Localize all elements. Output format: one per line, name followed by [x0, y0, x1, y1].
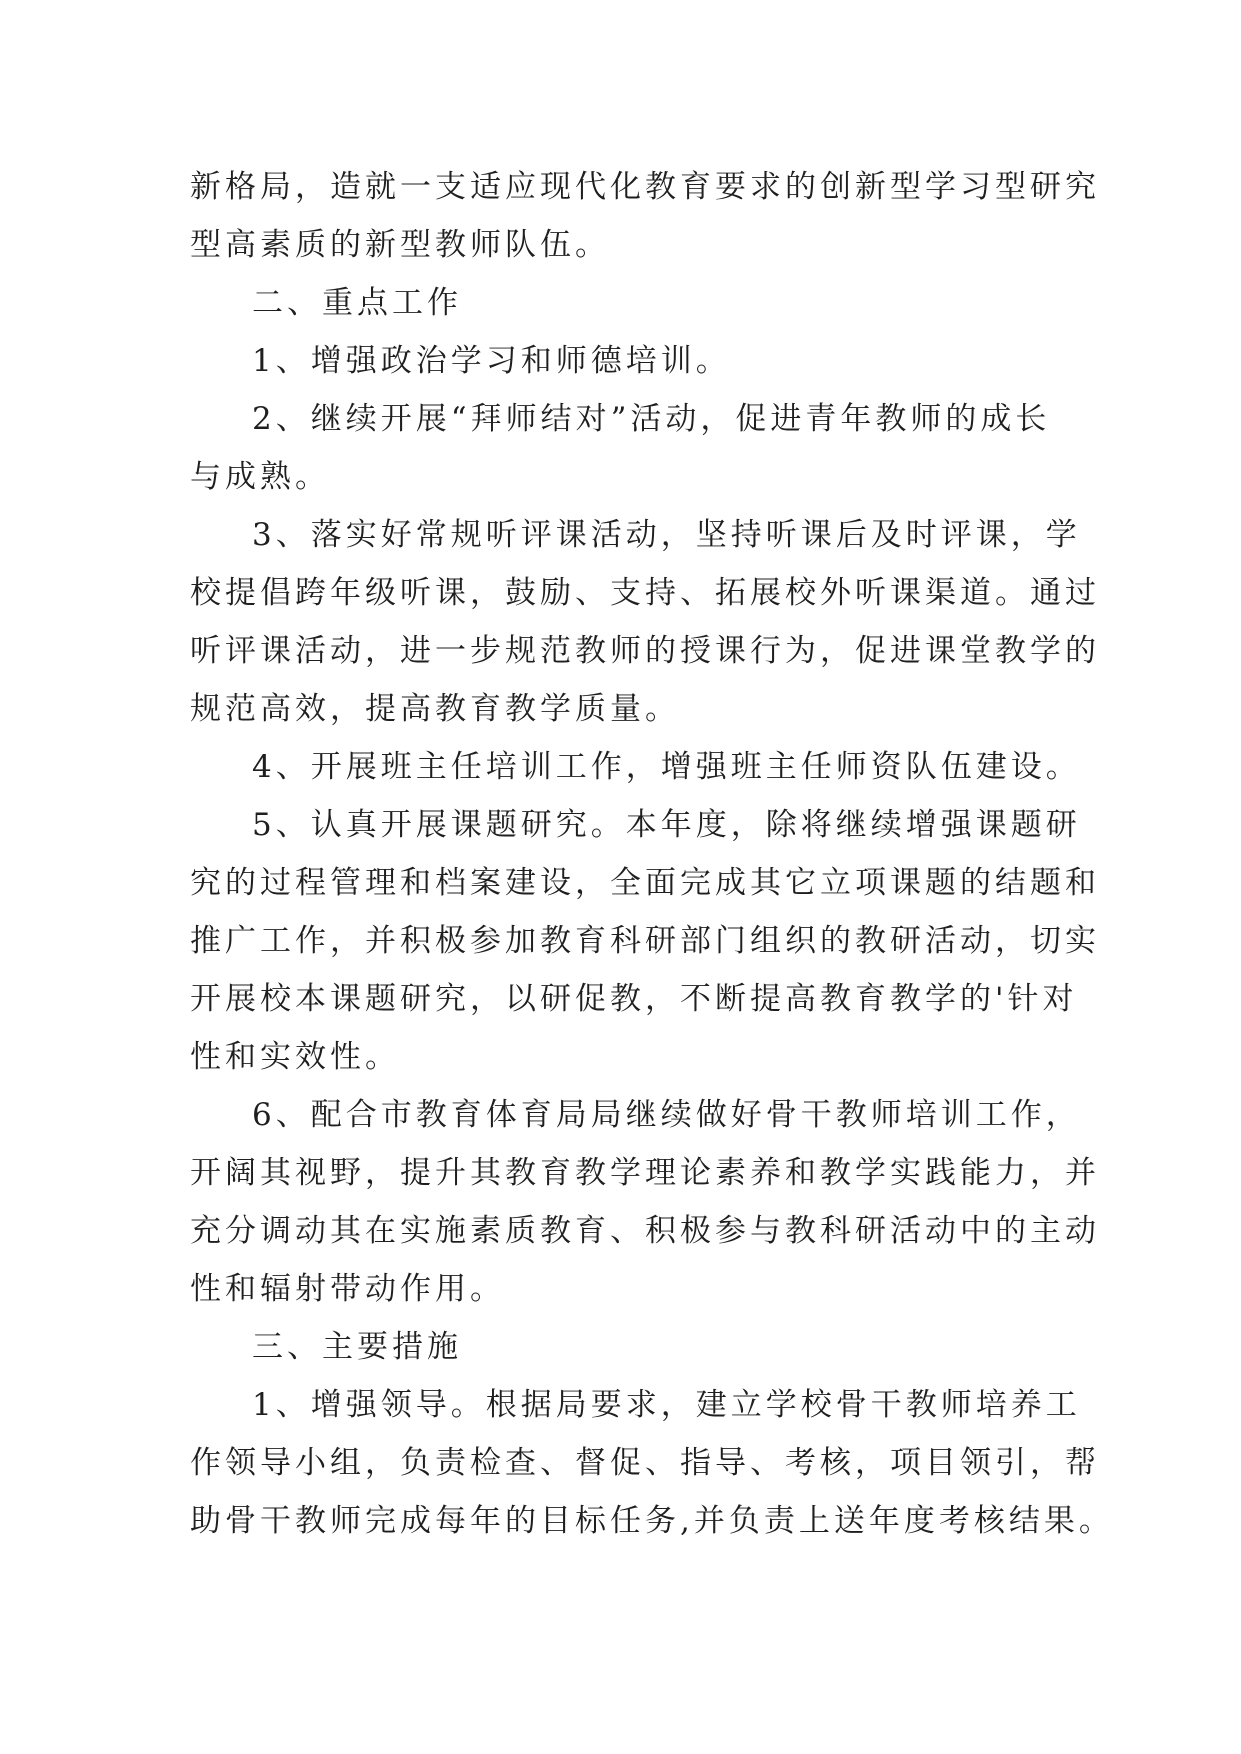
paragraph-line: 推广工作，并积极参加教育科研部门组织的教研活动，切实 [190, 923, 1100, 959]
paragraph-line: 助骨干教师完成每年的目标任务,并负责上送年度考核结果。 [190, 1503, 1114, 1539]
paragraph-line: 2、继续开展“拜师结对”活动，促进青年教师的成长 [252, 401, 1051, 437]
paragraph-line: 听评课活动，进一步规范教师的授课行为，促进课堂教学的 [190, 633, 1100, 669]
paragraph-line: 3、落实好常规听评课活动，坚持听课后及时评课，学 [252, 517, 1081, 553]
paragraph-line: 充分调动其在实施素质教育、积极参与教科研活动中的主动 [190, 1213, 1100, 1249]
paragraph-line: 型高素质的新型教师队伍。 [190, 227, 610, 263]
paragraph-line: 性和实效性。 [190, 1039, 400, 1075]
paragraph-line: 新格局，造就一支适应现代化教育要求的创新型学习型研究 [190, 169, 1100, 205]
paragraph-line: 规范高效，提高教育教学质量。 [190, 691, 680, 727]
paragraph-line: 校提倡跨年级听课，鼓励、支持、拓展校外听课渠道。通过 [190, 575, 1100, 611]
paragraph-line: 1、增强政治学习和师德培训。 [252, 343, 731, 379]
paragraph-line: 4、开展班主任培训工作，增强班主任师资队伍建设。 [252, 749, 1081, 785]
paragraph-line: 开展校本课题研究，以研促教，不断提高教育教学的'针对 [190, 981, 1078, 1017]
section-heading: 二、重点工作 [252, 285, 462, 321]
paragraph-line: 1、增强领导。根据局要求，建立学校骨干教师培养工 [252, 1387, 1081, 1423]
paragraph-line: 开阔其视野，提升其教育教学理论素养和教学实践能力，并 [190, 1155, 1100, 1191]
paragraph-line: 5、认真开展课题研究。本年度，除将继续增强课题研 [252, 807, 1081, 843]
document-body [190, 158, 1114, 1550]
paragraph-line: 与成熟。 [190, 459, 330, 495]
paragraph-line: 性和辐射带动作用。 [190, 1271, 505, 1307]
section-heading: 三、主要措施 [252, 1329, 462, 1365]
paragraph-line: 究的过程管理和档案建设，全面完成其它立项课题的结题和 [190, 865, 1100, 901]
paragraph-line: 6、配合市教育体育局局继续做好骨干教师培训工作， [252, 1097, 1081, 1133]
paragraph-line: 作领导小组，负责检查、督促、指导、考核，项目领引，帮 [190, 1445, 1100, 1481]
